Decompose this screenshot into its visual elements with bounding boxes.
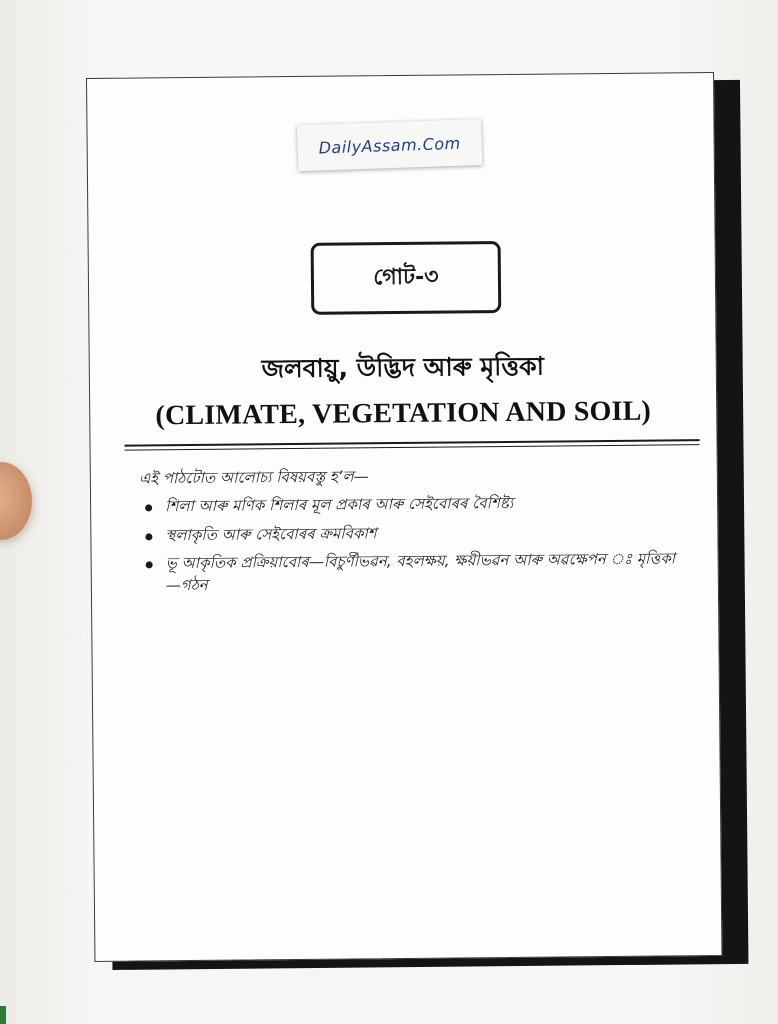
unit-box bbox=[311, 241, 502, 315]
bullet-icon bbox=[145, 533, 152, 540]
contents-list bbox=[139, 491, 680, 597]
bullet-icon bbox=[145, 504, 152, 511]
watermark-sticker bbox=[297, 119, 482, 171]
book-page bbox=[86, 72, 722, 962]
list-item bbox=[139, 520, 679, 547]
bullet-icon bbox=[146, 562, 153, 569]
thumb bbox=[0, 462, 32, 540]
unit-label: গোট-৩ bbox=[373, 264, 439, 290]
list-item bbox=[139, 491, 679, 518]
list-item-text: ভূ আকৃতিক প্ৰক্ৰিয়াবোৰ—বিচুৰ্ণীভৱন, বহলক্ষয়, ক্ষয়ীভৱন আৰু অৱক্ষেপন ঃ মৃত্তিকা—গঠন bbox=[165, 549, 676, 595]
list-item-text: শিলা আৰু মণিক শিলাৰ মূল প্ৰকাৰ আৰু সেইবোৰৰ বৈশিষ্ট্য bbox=[165, 493, 514, 516]
edge-mark bbox=[0, 1006, 6, 1024]
contents-intro: এই পাঠটোত আলোচ্য বিষয়বস্তু হ’ল— bbox=[138, 467, 369, 488]
contents-section bbox=[139, 463, 680, 604]
list-item bbox=[140, 549, 680, 598]
sticker-text: DailyAssam.Com bbox=[318, 133, 462, 158]
list-item-text: স্থলাকৃতি আৰু সেইবোৰৰ ক্ৰমবিকাশ bbox=[165, 523, 377, 544]
chapter-title-english: (CLIMATE, VEGETATION AND SOIL) bbox=[155, 395, 652, 432]
chapter-title-assamese: জলবায়ু, উদ্ভিদ আৰু মৃত্তিকা bbox=[261, 351, 545, 384]
